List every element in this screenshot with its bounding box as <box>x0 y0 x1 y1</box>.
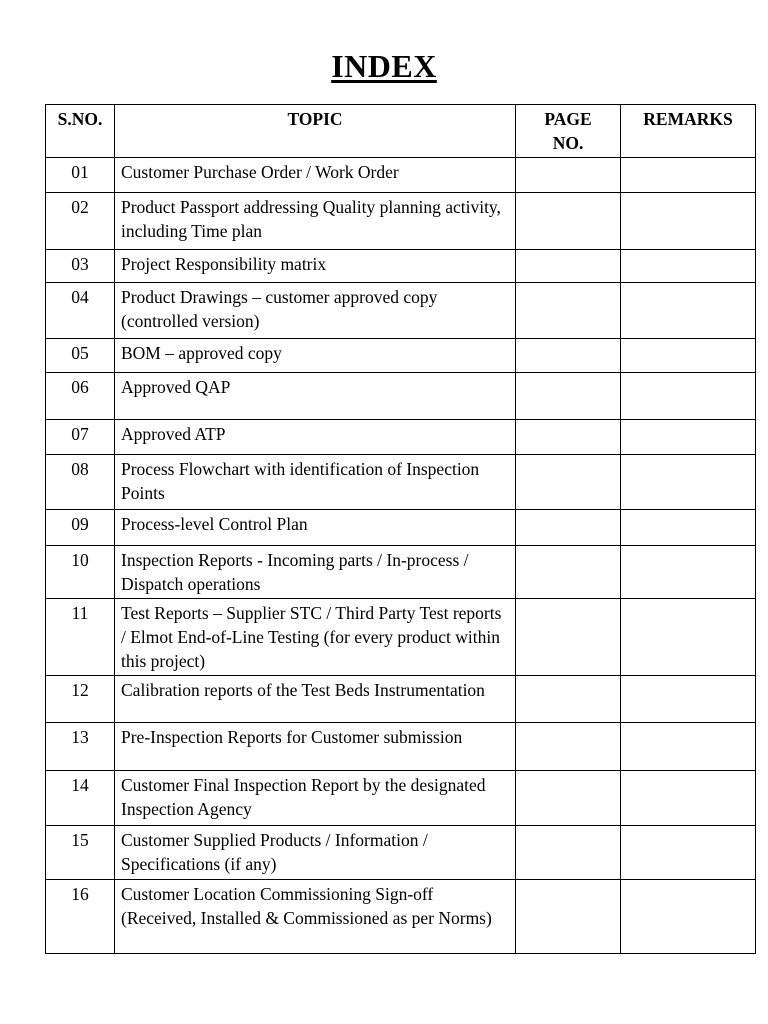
row-remarks <box>621 676 756 723</box>
row-remarks <box>621 420 756 455</box>
row-remarks <box>621 546 756 599</box>
row-page-no <box>516 455 621 510</box>
row-remarks <box>621 510 756 546</box>
row-topic: Process-level Control Plan <box>115 510 516 546</box>
row-page-no <box>516 826 621 880</box>
table-row <box>46 676 756 723</box>
table-row <box>46 510 756 546</box>
row-remarks <box>621 771 756 826</box>
row-sno: 16 <box>46 880 115 954</box>
row-remarks <box>621 373 756 420</box>
table-row <box>46 455 756 510</box>
table-row <box>46 826 756 880</box>
row-sno: 08 <box>46 455 115 510</box>
header-topic: TOPIC <box>115 105 516 158</box>
row-topic: Customer Final Inspection Report by the designated Inspection Agency <box>115 771 516 826</box>
row-remarks <box>621 599 756 676</box>
row-sno: 13 <box>46 723 115 771</box>
table-row <box>46 771 756 826</box>
header-sno: S.NO. <box>46 105 115 158</box>
row-topic: Product Passport addressing Quality planning activity, including Time plan <box>115 193 516 250</box>
table-row <box>46 546 756 599</box>
row-sno: 02 <box>46 193 115 250</box>
row-topic: Inspection Reports - Incoming parts / In-process / Dispatch operations <box>115 546 516 599</box>
row-page-no <box>516 676 621 723</box>
header-row <box>46 105 756 158</box>
table-row <box>46 373 756 420</box>
table-row <box>46 339 756 373</box>
row-page-no <box>516 880 621 954</box>
row-remarks <box>621 826 756 880</box>
row-page-no <box>516 250 621 283</box>
row-topic: Product Drawings – customer approved copy (controlled version) <box>115 283 516 339</box>
header-page-no <box>516 105 621 158</box>
row-sno: 07 <box>46 420 115 455</box>
row-sno: 15 <box>46 826 115 880</box>
row-page-no <box>516 546 621 599</box>
row-sno: 12 <box>46 676 115 723</box>
row-topic: Approved ATP <box>115 420 516 455</box>
row-topic: Customer Supplied Products / Information / Specifications (if any) <box>115 826 516 880</box>
row-topic: Customer Location Commissioning Sign-off (Received, Installed & Commissioned as per Norms) <box>115 880 516 954</box>
row-sno: 14 <box>46 771 115 826</box>
row-remarks <box>621 455 756 510</box>
row-sno: 06 <box>46 373 115 420</box>
row-sno: 11 <box>46 599 115 676</box>
row-topic: Pre-Inspection Reports for Customer submission <box>115 723 516 771</box>
row-topic: Customer Purchase Order / Work Order <box>115 158 516 193</box>
row-page-no <box>516 723 621 771</box>
table-row <box>46 599 756 676</box>
row-page-no <box>516 193 621 250</box>
table-row <box>46 283 756 339</box>
row-remarks <box>621 283 756 339</box>
row-sno: 09 <box>46 510 115 546</box>
row-page-no <box>516 771 621 826</box>
row-page-no <box>516 420 621 455</box>
row-page-no <box>516 510 621 546</box>
row-page-no <box>516 373 621 420</box>
row-page-no <box>516 599 621 676</box>
row-topic: Process Flowchart with identification of Inspection Points <box>115 455 516 510</box>
table-row <box>46 420 756 455</box>
header-page-line2: NO. <box>552 133 584 153</box>
row-topic: Test Reports – Supplier STC / Third Party Test reports / Elmot End-of-Line Testing (for every product within this project) <box>115 599 516 676</box>
row-topic: Calibration reports of the Test Beds Instrumentation <box>115 676 516 723</box>
row-sno: 04 <box>46 283 115 339</box>
row-remarks <box>621 339 756 373</box>
table-row <box>46 193 756 250</box>
page-title: INDEX <box>331 48 437 84</box>
row-sno: 05 <box>46 339 115 373</box>
table-row <box>46 880 756 954</box>
row-sno: 03 <box>46 250 115 283</box>
row-topic: Approved QAP <box>115 373 516 420</box>
table-row <box>46 158 756 193</box>
row-sno: 10 <box>46 546 115 599</box>
row-remarks <box>621 880 756 954</box>
header-remarks: REMARKS <box>621 105 756 158</box>
row-topic: Project Responsibility matrix <box>115 250 516 283</box>
index-table <box>45 104 756 954</box>
header-page-line1: PAGE <box>544 109 592 129</box>
row-page-no <box>516 283 621 339</box>
row-remarks <box>621 723 756 771</box>
row-page-no <box>516 158 621 193</box>
row-remarks <box>621 250 756 283</box>
table-row <box>46 723 756 771</box>
row-remarks <box>621 193 756 250</box>
row-sno: 01 <box>46 158 115 193</box>
row-page-no <box>516 339 621 373</box>
row-remarks <box>621 158 756 193</box>
table-row <box>46 250 756 283</box>
row-topic: BOM – approved copy <box>115 339 516 373</box>
